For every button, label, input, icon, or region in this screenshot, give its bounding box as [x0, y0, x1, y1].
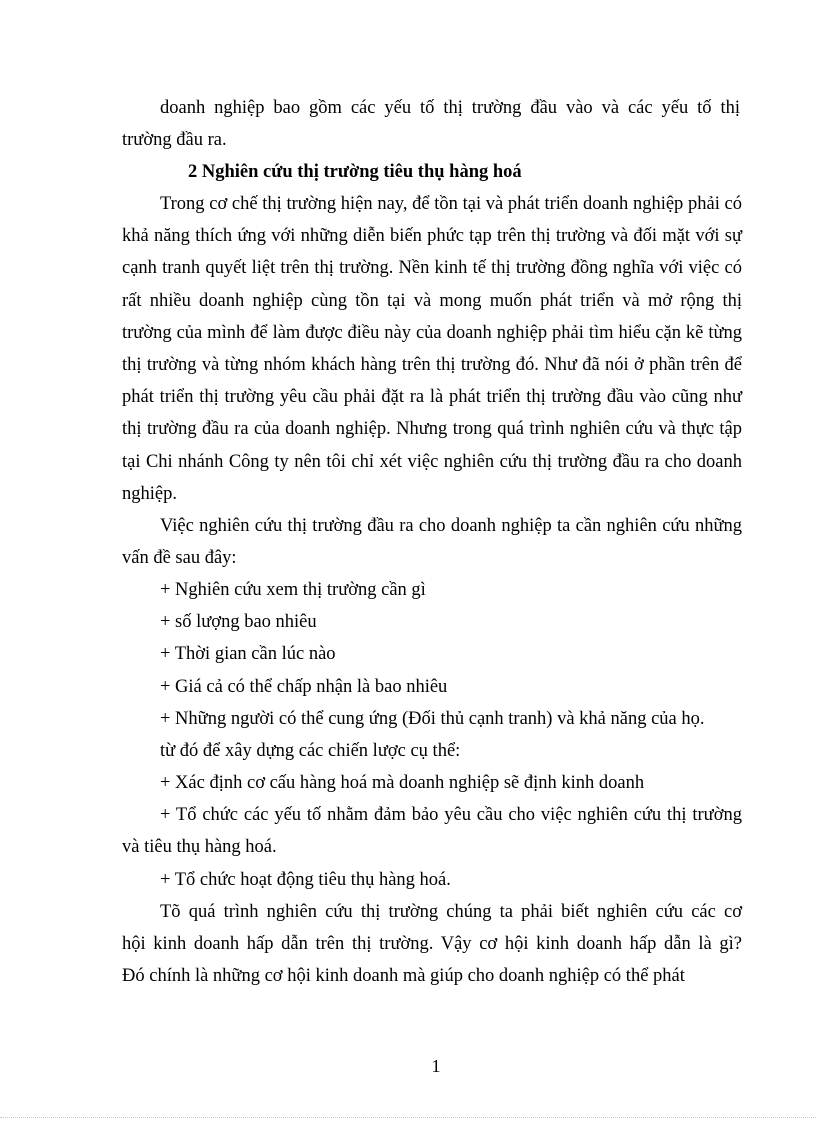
- paragraph-3-line: Tõ quá trình nghiên cứu thị trường chúng ta phải biết nghiên cứu các cơ: [160, 902, 742, 922]
- continuation-paragraph: [160, 92, 740, 124]
- page-number: 1: [431, 1056, 441, 1076]
- strategy-intro: từ đó để xây dựng các chiến lược cụ thể:: [160, 741, 461, 762]
- list-item: + Tổ chức hoạt động tiêu thụ hàng hoá.: [160, 869, 451, 890]
- paragraph-3-line: Đó chính là những cơ hội kinh doanh mà giúp cho doanh nghiệp có thể phát: [122, 966, 685, 987]
- page-bottom-divider: [0, 1117, 816, 1118]
- paragraph-1: [122, 188, 742, 510]
- list-item: + Giá cả có thể chấp nhận là bao nhiêu: [160, 676, 448, 697]
- continuation-line-2: trường đầu ra.: [122, 130, 227, 150]
- paragraph-2: [122, 510, 742, 574]
- list-item: + Nghiên cứu xem thị trường cần gì: [160, 580, 426, 600]
- continuation-line-1: doanh nghiệp bao gồm các yếu tố thị trường đầu vào và các yếu tố thị: [160, 98, 740, 118]
- list-item: + Tổ chức các yếu tố nhằm đảm bảo yêu cầu cho việc nghiên cứu thị trường và tiêu thụ hàng hoá.: [122, 805, 742, 858]
- strategy-list: [122, 767, 742, 896]
- list-item: + Xác định cơ cấu hàng hoá mà doanh nghiệp sẽ định kinh doanh: [160, 773, 645, 793]
- list-item: + số lượng bao nhiêu: [160, 612, 317, 633]
- paragraph-3: [122, 896, 742, 993]
- continuation-line-2-block: [122, 124, 742, 156]
- section-heading: 2 Nghiên cứu thị trường tiêu thụ hàng hoá: [188, 162, 522, 182]
- paragraph-1-text: Trong cơ chế thị trường hiện nay, để tồn tại và phát triển doanh nghiệp phải có khả năng thích ứng với những diễn biến phức tạp trên thị trường và đối mặt với sự cạnh tranh quyết liệt trên thị trường. Nền kinh tế thị trường đồng nghĩa với việc có rất nhiều doanh nghiệp cùng tồn tại và mong muốn phát triển và mở rộng thị trường của mình để làm được điều này của doanh nghiệp phải tìm hiểu cặn kẽ từng thị trường và từng nhóm khách hàng trên thị trường đó. Như đã nói ở phần trên để phát triển thị trường yêu cầu phải đặt ra là phát triển thị trường đầu vào cũng như thị trường đầu ra của doanh nghiệp. Nhưng trong quá trình nghiên cứu và thực tập tại Chi nhánh Công ty nên tôi chỉ xét việc nghiên cứu thị trường đầu ra cho doanh nghiệp.: [122, 194, 742, 504]
- paragraph-3-line: hội kinh doanh hấp dẫn trên thị trường. Vậy cơ hội kinh doanh hấp dẫn là gì?: [122, 934, 742, 955]
- requirements-list: [160, 574, 742, 767]
- list-item: + Những người có thể cung ứng (Đối thủ cạnh tranh) và khả năng của họ.: [160, 708, 705, 729]
- list-item: + Thời gian cần lúc nào: [160, 644, 336, 665]
- section-heading-block: [160, 156, 740, 188]
- paragraph-2-text: Việc nghiên cứu thị trường đầu ra cho doanh nghiệp ta cần nghiên cứu những vấn đề sau đây:: [122, 516, 742, 569]
